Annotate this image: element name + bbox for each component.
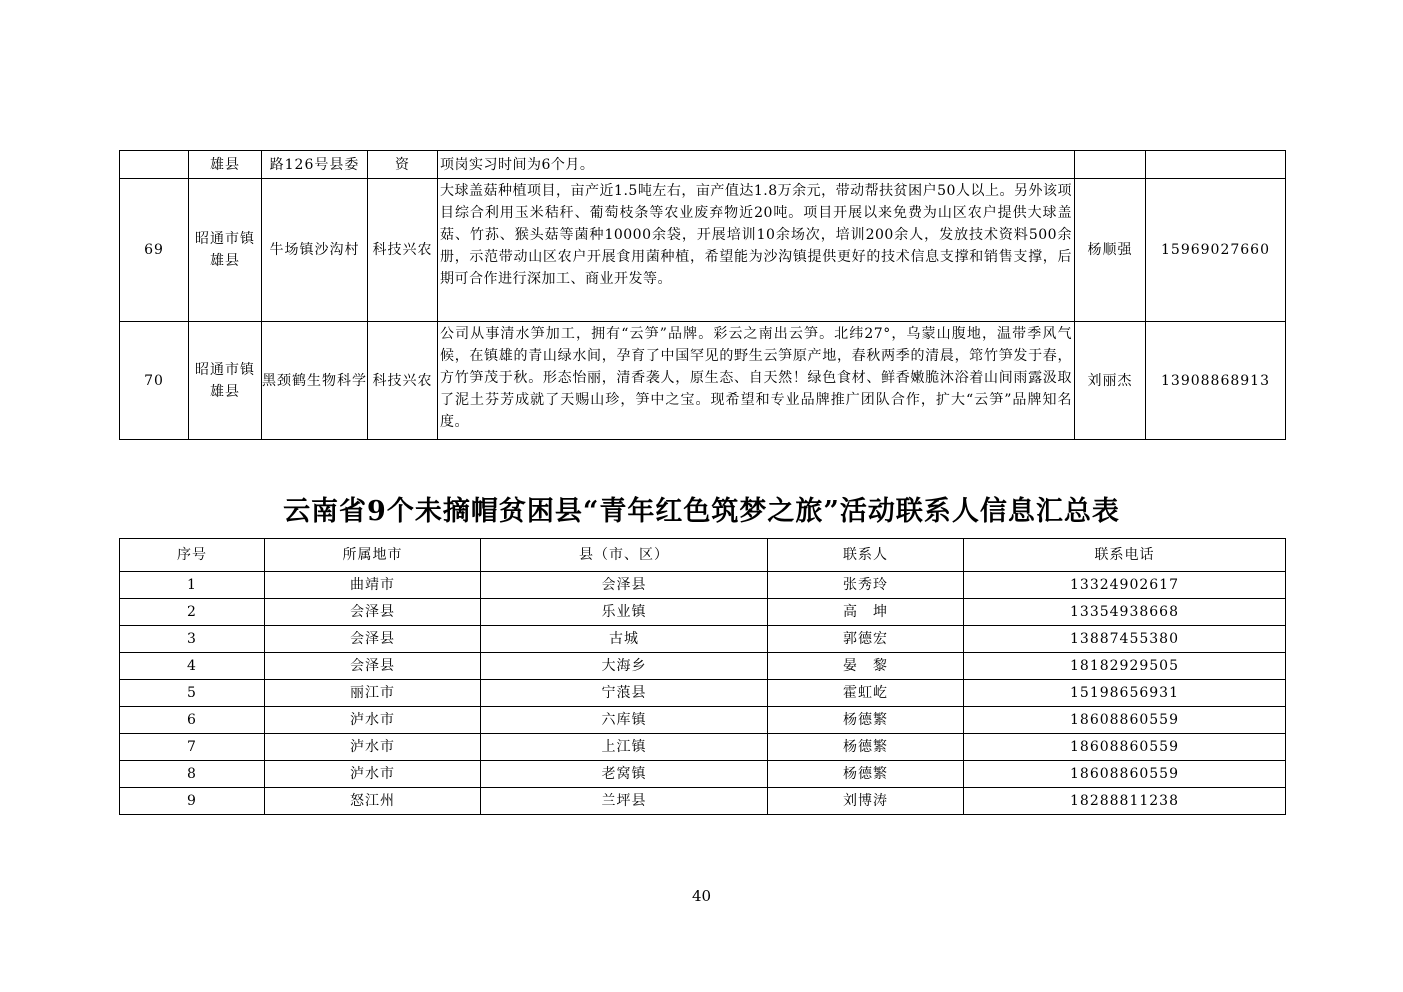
cell-city: 泸水市 (265, 734, 481, 761)
header-phone: 联系电话 (964, 539, 1286, 572)
row-phone: 15969027660 (1146, 179, 1286, 322)
table-row (120, 599, 1286, 626)
row-region: 昭通市镇雄县 (189, 322, 262, 440)
table-row (120, 734, 1286, 761)
table-row (120, 179, 1286, 322)
row-unit: 黑颈鹤生物科学 (262, 322, 368, 440)
cell-contact: 杨德繁 (768, 761, 964, 788)
cell-county: 会泽县 (481, 572, 768, 599)
project-table (119, 150, 1286, 440)
header-county: 县（市、区） (481, 539, 768, 572)
row-number (120, 151, 189, 179)
cell-index: 6 (120, 707, 265, 734)
row-category: 科技兴农 (368, 322, 438, 440)
table-row (120, 707, 1286, 734)
cell-phone: 18608860559 (964, 761, 1286, 788)
cell-city: 会泽县 (265, 599, 481, 626)
cell-phone: 13324902617 (964, 572, 1286, 599)
cell-county: 古城 (481, 626, 768, 653)
cell-index: 3 (120, 626, 265, 653)
cell-phone: 13354938668 (964, 599, 1286, 626)
row-description: 公司从事清水笋加工，拥有“云笋”品牌。彩云之南出云笋。北纬27°，乌蒙山腹地，温带季风气候，在镇雄的青山绿水间，孕育了中国罕见的野生云笋原产地，春秋两季的清晨，筇竹笋发于春，方竹笋茂于秋。形态怡丽，清香袭人，原生态、自天然！绿色食材、鲜香嫩脆沐浴着山间雨露汲取了泥土芬芳成就了天赐山珍，笋中之宝。现希望和专业品牌推广团队合作，扩大“云笋”品牌知名度。 (438, 322, 1075, 440)
cell-city: 会泽县 (265, 653, 481, 680)
summary-title: 云南省9个未摘帽贫困县“青年红色筑梦之旅”活动联系人信息汇总表 (283, 496, 1120, 527)
row-unit: 路126号县委 (262, 151, 368, 179)
cell-city: 曲靖市 (265, 572, 481, 599)
table-row (120, 680, 1286, 707)
cell-contact: 晏 黎 (768, 653, 964, 680)
page-number: 40 (691, 887, 712, 905)
cell-contact: 杨德繁 (768, 707, 964, 734)
row-region: 昭通市镇雄县 (189, 179, 262, 322)
cell-phone: 18288811238 (964, 788, 1286, 815)
row-region: 雄县 (189, 151, 262, 179)
cell-contact: 霍虹屹 (768, 680, 964, 707)
row-description: 项岗实习时间为6个月。 (438, 151, 1075, 179)
cell-city: 泸水市 (265, 761, 481, 788)
cell-index: 8 (120, 761, 265, 788)
cell-city: 会泽县 (265, 626, 481, 653)
cell-city: 丽江市 (265, 680, 481, 707)
table-header-row (120, 539, 1286, 572)
table-row (120, 653, 1286, 680)
cell-index: 2 (120, 599, 265, 626)
table-row (120, 572, 1286, 599)
cell-county: 兰坪县 (481, 788, 768, 815)
cell-contact: 张秀玲 (768, 572, 964, 599)
header-city: 所属地市 (265, 539, 481, 572)
table-row (120, 626, 1286, 653)
table-row (120, 788, 1286, 815)
cell-contact: 高 坤 (768, 599, 964, 626)
cell-county: 宁蒗县 (481, 680, 768, 707)
cell-index: 4 (120, 653, 265, 680)
cell-county: 老窝镇 (481, 761, 768, 788)
cell-phone: 13887455380 (964, 626, 1286, 653)
row-category: 资 (368, 151, 438, 179)
row-phone: 13908868913 (1146, 322, 1286, 440)
header-contact: 联系人 (768, 539, 964, 572)
row-contact: 杨顺强 (1075, 179, 1146, 322)
row-contact (1075, 151, 1146, 179)
table-row (120, 761, 1286, 788)
cell-phone: 18182929505 (964, 653, 1286, 680)
table-row (120, 151, 1286, 179)
cell-city: 怒江州 (265, 788, 481, 815)
header-index: 序号 (120, 539, 265, 572)
cell-contact: 刘博涛 (768, 788, 964, 815)
cell-contact: 郭德宏 (768, 626, 964, 653)
cell-contact: 杨德繁 (768, 734, 964, 761)
cell-county: 大海乡 (481, 653, 768, 680)
cell-index: 7 (120, 734, 265, 761)
row-unit: 牛场镇沙沟村 (262, 179, 368, 322)
cell-county: 上江镇 (481, 734, 768, 761)
table-row (120, 322, 1286, 440)
row-number: 69 (120, 179, 189, 322)
cell-city: 泸水市 (265, 707, 481, 734)
row-description: 大球盖菇种植项目，亩产近1.5吨左右，亩产值达1.8万余元，带动帮扶贫困户50人以上。另外该项目综合利用玉米秸秆、葡萄枝条等农业废弃物近20吨。项目开展以来免费为山区农户提供大球盖菇、竹荪、猴头菇等菌种10000余袋，开展培训10余场次，培训200余人，发放技术资料500余册，示范带动山区农户开展食用菌种植，希望能为沙沟镇提供更好的技术信息支撑和销售支撑，后期可合作进行深加工、商业开发等。 (438, 179, 1075, 322)
row-number: 70 (120, 322, 189, 440)
cell-index: 9 (120, 788, 265, 815)
cell-index: 5 (120, 680, 265, 707)
cell-county: 六库镇 (481, 707, 768, 734)
cell-phone: 15198656931 (964, 680, 1286, 707)
cell-phone: 18608860559 (964, 734, 1286, 761)
contact-summary-table (119, 538, 1286, 815)
row-phone (1146, 151, 1286, 179)
cell-county: 乐业镇 (481, 599, 768, 626)
row-category: 科技兴农 (368, 179, 438, 322)
cell-phone: 18608860559 (964, 707, 1286, 734)
row-contact: 刘丽杰 (1075, 322, 1146, 440)
cell-index: 1 (120, 572, 265, 599)
